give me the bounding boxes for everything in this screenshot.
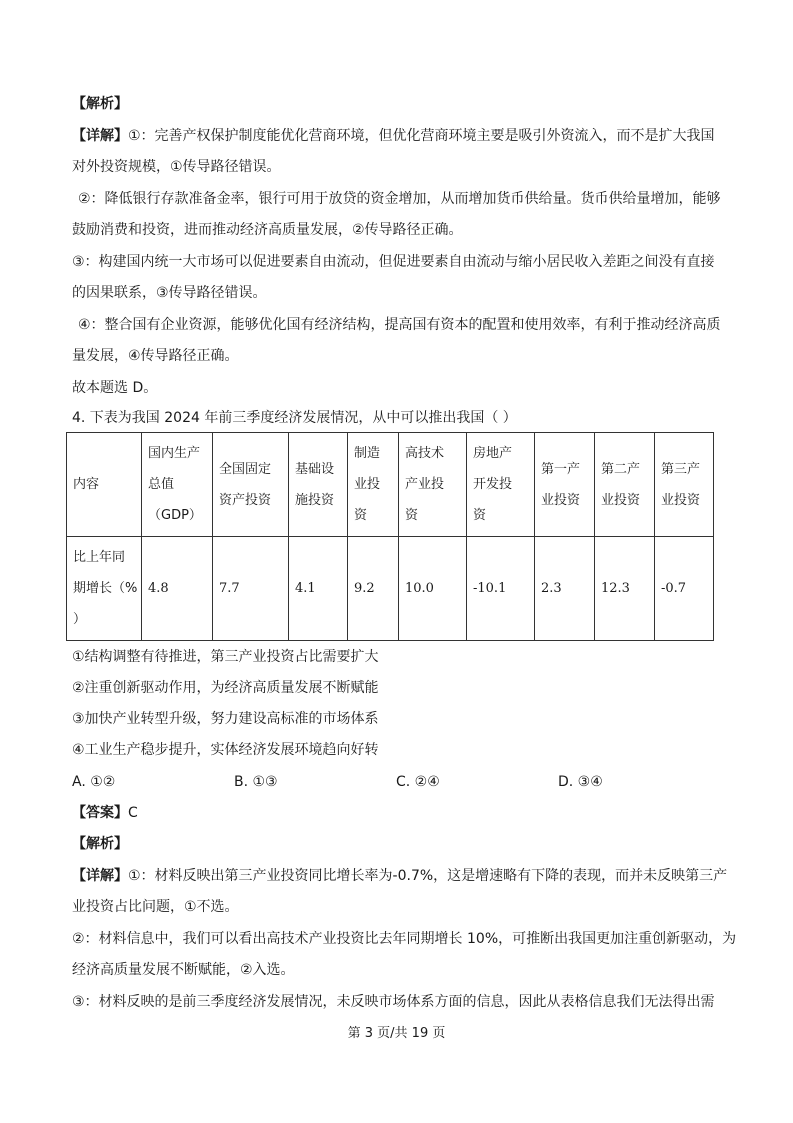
paragraph-line: 量发展，④传导路径正确。 xyxy=(72,348,239,364)
header-cell: 第一产 业投资 xyxy=(535,433,595,537)
paragraph-line: 鼓励消费和投资，进而推动经济高质量发展，②传导路径正确。 xyxy=(72,222,463,238)
detail-text: ①：材料反映出第三产业投资同比增长率为-0.7%，这是增速略有下降的表现，而并未反映第三产 xyxy=(128,868,728,884)
detail-label: 【详解】 xyxy=(72,128,128,144)
value-cell: 10.0 xyxy=(399,537,467,641)
answer-options xyxy=(72,772,772,792)
paragraph-line: 的因果联系，③传导路径错误。 xyxy=(72,285,267,301)
table-row xyxy=(67,537,714,641)
value-cell: -10.1 xyxy=(467,537,535,641)
answer-value: C xyxy=(128,805,138,821)
paragraph-line: ②：材料信息中，我们可以看出高技术产业投资比去年同期增长 10%，可推断出我国更加注重创新驱动，为 xyxy=(72,931,737,947)
option-d: D. ③④ xyxy=(558,774,603,790)
row-label-cell: 比上年同 期增长（% ） xyxy=(67,537,142,641)
header-cell: 内容 xyxy=(67,433,142,537)
value-cell: 12.3 xyxy=(595,537,655,641)
paragraph-line: ③：构建国内统一大市场可以促进要素自由流动，但促进要素自由流动与缩小居民收入差距之间没有直接 xyxy=(72,254,715,270)
detail-label: 【详解】 xyxy=(72,868,128,884)
value-cell: 4.8 xyxy=(142,537,213,641)
analysis-heading: 【解析】 xyxy=(72,96,128,112)
value-cell: 4.1 xyxy=(289,537,348,641)
conclusion-line: 故本题选 D。 xyxy=(72,380,158,396)
value-cell: -0.7 xyxy=(655,537,714,641)
header-cell: 国内生产 总值 （GDP） xyxy=(142,433,213,537)
page-footer: 第 3 页/共 19 页 xyxy=(347,1026,446,1041)
header-cell: 第三产 业投资 xyxy=(655,433,714,537)
analysis-heading: 【解析】 xyxy=(72,836,128,852)
answer-line xyxy=(72,803,138,823)
header-cell: 全国固定 资产投资 xyxy=(213,433,289,537)
header-cell: 制造 业投 资 xyxy=(348,433,399,537)
paragraph-line: ④：整合国有企业资源，能够优化国有经济结构，提高国有资本的配置和使用效率，有利于推动经济高质 xyxy=(78,317,721,333)
paragraph-line: 对外投资规模，①传导路径错误。 xyxy=(72,159,281,175)
option-c: C. ②④ xyxy=(396,774,440,790)
statement-1: ①结构调整有待推进，第三产业投资占比需要扩大 xyxy=(72,649,379,665)
question-stem: 4. 下表为我国 2024 年前三季度经济发展情况，从中可以推出我国（ ） xyxy=(72,410,517,426)
option-a: A. ①② xyxy=(72,774,116,790)
header-cell: 房地产 开发投 资 xyxy=(467,433,535,537)
detail-paragraph-1 xyxy=(72,866,727,886)
paragraph-line: 业投资占比问题，①不选。 xyxy=(72,899,239,915)
header-cell: 基础设 施投资 xyxy=(289,433,348,537)
statement-2: ②注重创新驱动作用，为经济高质量发展不断赋能 xyxy=(72,680,379,696)
table-header-row xyxy=(67,433,714,537)
economy-table xyxy=(66,432,714,641)
detail-paragraph-1 xyxy=(72,126,715,146)
detail-text: ①：完善产权保护制度能优化营商环境，但优化营商环境主要是吸引外资流入，而不是扩大我国 xyxy=(128,128,715,144)
option-b: B. ①③ xyxy=(234,774,278,790)
header-cell: 高技术 产业投 资 xyxy=(399,433,467,537)
value-cell: 7.7 xyxy=(213,537,289,641)
answer-label: 【答案】 xyxy=(72,805,128,821)
statement-4: ④工业生产稳步提升，实体经济发展环境趋向好转 xyxy=(72,742,379,758)
statement-3: ③加快产业转型升级，努力建设高标准的市场体系 xyxy=(72,711,379,727)
paragraph-line: 经济高质量发展不断赋能，②入选。 xyxy=(72,962,295,978)
header-cell: 第二产 业投资 xyxy=(595,433,655,537)
value-cell: 9.2 xyxy=(348,537,399,641)
paragraph-line: ②：降低银行存款准备金率，银行可用于放贷的资金增加，从而增加货币供给量。货币供给量增加，能够 xyxy=(78,191,721,207)
value-cell: 2.3 xyxy=(535,537,595,641)
paragraph-line: ③：材料反映的是前三季度经济发展情况，未反映市场体系方面的信息，因此从表格信息我们无法得出需 xyxy=(72,994,715,1010)
